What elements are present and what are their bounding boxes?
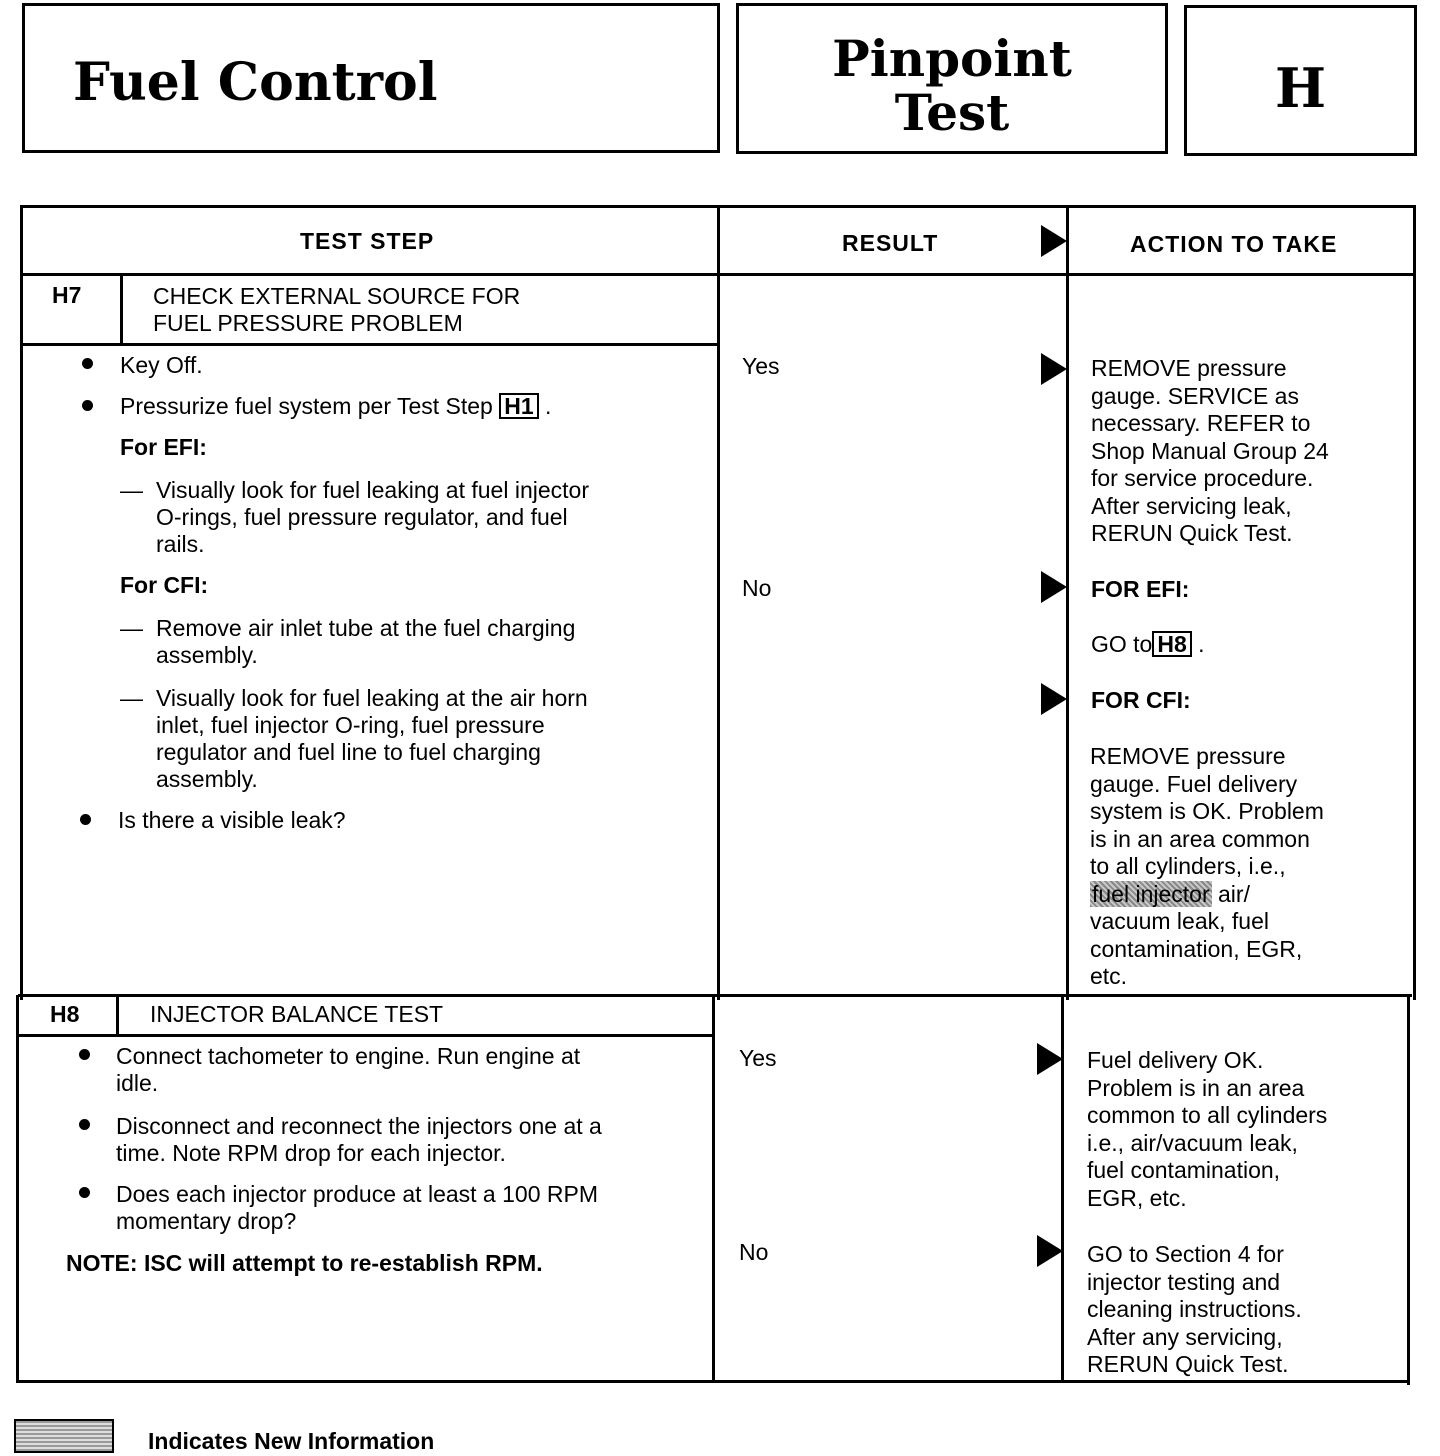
arrow-icon [1037,1235,1063,1267]
h7-cfi-item2-line3: regulator and fuel line to fuel charging [156,739,541,765]
action-after-highlight: air/ [1211,880,1250,907]
arrow-icon [1041,683,1067,715]
action-line: gauge. Fuel delivery [1090,770,1298,797]
action-line: RERUN Quick Test. [1091,520,1293,546]
action-line: Shop Manual Group 24 [1091,437,1329,464]
dash-icon: — [120,477,143,503]
table-right-border-lower [1407,995,1410,1385]
h7-result-no: No [742,575,772,601]
action-line: After servicing leak, [1091,492,1292,519]
action-line: REMOVE pressure [1091,355,1287,381]
col-test-step: TEST STEP [300,228,435,254]
h7-efi-label: For EFI: [120,434,207,460]
table-bottom-border [16,1380,1409,1383]
page-title: Fuel Control [73,52,438,113]
action-line: RERUN Quick Test. [1087,1351,1289,1377]
bullet-icon [80,814,91,825]
action-line: cleaning instructions. [1087,1296,1302,1322]
action-line: for service procedure. [1091,465,1314,491]
table-left-border [20,205,23,1000]
dash-icon: — [120,685,143,711]
col-action: ACTION TO TAKE [1130,231,1338,257]
result-divider [717,205,720,1000]
h7-id-divider [120,273,123,345]
action-line: fuel contamination, [1087,1157,1281,1183]
title-box [22,3,720,153]
action-line [1090,881,1324,909]
h7-efi-item-line1: Visually look for fuel leaking at fuel injector [156,477,589,503]
h7-id: H7 [52,282,82,308]
h1-reference: H1 [499,393,538,419]
h8-step2-line1: Disconnect and reconnect the injectors one at a [116,1113,602,1139]
h7-step2 [120,393,551,421]
h7-action-efi [1091,631,1205,659]
action-line: After any servicing, [1087,1323,1283,1350]
h7-result-yes: Yes [742,353,780,379]
arrow-icon [1041,353,1067,385]
h8-step2-line2: time. Note RPM drop for each injector. [116,1140,506,1166]
h7-action-efi-label: FOR EFI: [1091,576,1190,602]
pinpoint-line2: Test [894,83,1010,142]
dash-icon: — [120,615,143,641]
h7-step2-prefix: Pressurize fuel system per Test Step [120,393,500,419]
action-line: gauge. SERVICE as [1091,382,1299,409]
h8-action-yes [1087,1047,1327,1212]
h8-result-no: No [739,1239,769,1265]
h8-step1-line1: Connect tachometer to engine. Run engine at [116,1043,581,1069]
pinpoint-label [739,29,1165,142]
test-code: H [1274,56,1327,120]
bullet-icon [79,1187,90,1198]
h8-reference: H8 [1152,631,1191,657]
result-divider-lower [712,995,715,1381]
header-arrow-icon [1041,225,1067,257]
h8-title: INJECTOR BALANCE TEST [150,1001,444,1027]
h7-title-rule [22,343,718,346]
h7-cfi-item1-line1: Remove air inlet tube at the fuel charging [156,615,576,641]
action-line: GO to Section 4 for [1087,1241,1284,1267]
h7-title-line1: CHECK EXTERNAL SOURCE FOR [153,283,521,309]
test-code-box [1184,5,1417,156]
action-line: necessary. REFER to [1091,410,1311,436]
pinpoint-line1: Pinpoint [832,29,1072,88]
action-line: Problem is in an area [1087,1074,1305,1101]
action-line: contamination, EGR, [1090,935,1303,962]
h7-cfi-item2-line1: Visually look for fuel leaking at the air horn [156,685,588,711]
table-left-border-lower [16,995,19,1381]
action-line: is in an area common [1090,825,1310,852]
legend-text: Indicates New Information [148,1428,435,1454]
h7-action-cfi [1090,743,1324,991]
h7-action-efi-prefix: GO to [1091,631,1153,657]
bullet-icon [82,358,93,369]
table-right-border [1413,205,1416,1000]
h8-step3-line2: momentary drop? [116,1208,297,1234]
new-info-highlight: fuel injector [1092,880,1210,907]
h7-action-efi-suffix: . [1191,631,1205,657]
h8-title-rule [18,1034,714,1037]
h7-cfi-item2-line2: inlet, fuel injector O-ring, fuel pressure [156,712,545,738]
h7-step3: Is there a visible leak? [118,807,346,833]
arrow-icon [1041,571,1067,603]
action-line: common to all cylinders [1087,1102,1328,1128]
new-info-swatch [14,1419,114,1453]
h7-efi-item-line3: rails. [156,531,205,557]
h7-cfi-item2-line4: assembly. [156,766,258,792]
action-line: EGR, etc. [1087,1184,1187,1211]
action-line: system is OK. Problem [1090,798,1324,824]
action-line: Fuel delivery OK. [1087,1047,1264,1073]
pinpoint-box [736,3,1168,154]
h7-action-yes [1091,355,1329,548]
h8-note: NOTE: ISC will attempt to re-establish RPM. [66,1250,543,1276]
action-line: vacuum leak, fuel [1090,908,1269,934]
h8-separator [18,994,1412,997]
action-line: injector testing and [1087,1268,1281,1295]
h7-title-line2: FUEL PRESSURE PROBLEM [153,310,463,336]
h8-id-divider [116,994,119,1036]
col-result: RESULT [842,230,939,256]
bullet-icon [79,1119,90,1130]
arrow-icon [1037,1043,1063,1075]
bullet-icon [79,1049,90,1060]
action-line: REMOVE pressure [1090,743,1286,769]
h8-step3-line1: Does each injector produce at least a 100 RPM [116,1181,598,1207]
h8-result-yes: Yes [739,1045,777,1071]
h7-step2-suffix: . [538,393,552,419]
action-line: etc. [1090,963,1128,989]
h7-action-cfi-label: FOR CFI: [1091,687,1191,713]
action-line: i.e., air/vacuum leak, [1087,1129,1298,1156]
h7-cfi-item1-line2: assembly. [156,642,258,668]
h7-cfi-label: For CFI: [120,572,209,598]
h8-action-no [1087,1241,1302,1379]
bullet-icon [82,400,93,411]
action-line: to all cylinders, i.e., [1090,853,1286,879]
h7-step1: Key Off. [120,352,203,378]
h8-step1-line2: idle. [116,1070,159,1096]
h7-efi-item-line2: O-rings, fuel pressure regulator, and fuel [156,504,568,530]
h8-id: H8 [50,1001,80,1027]
